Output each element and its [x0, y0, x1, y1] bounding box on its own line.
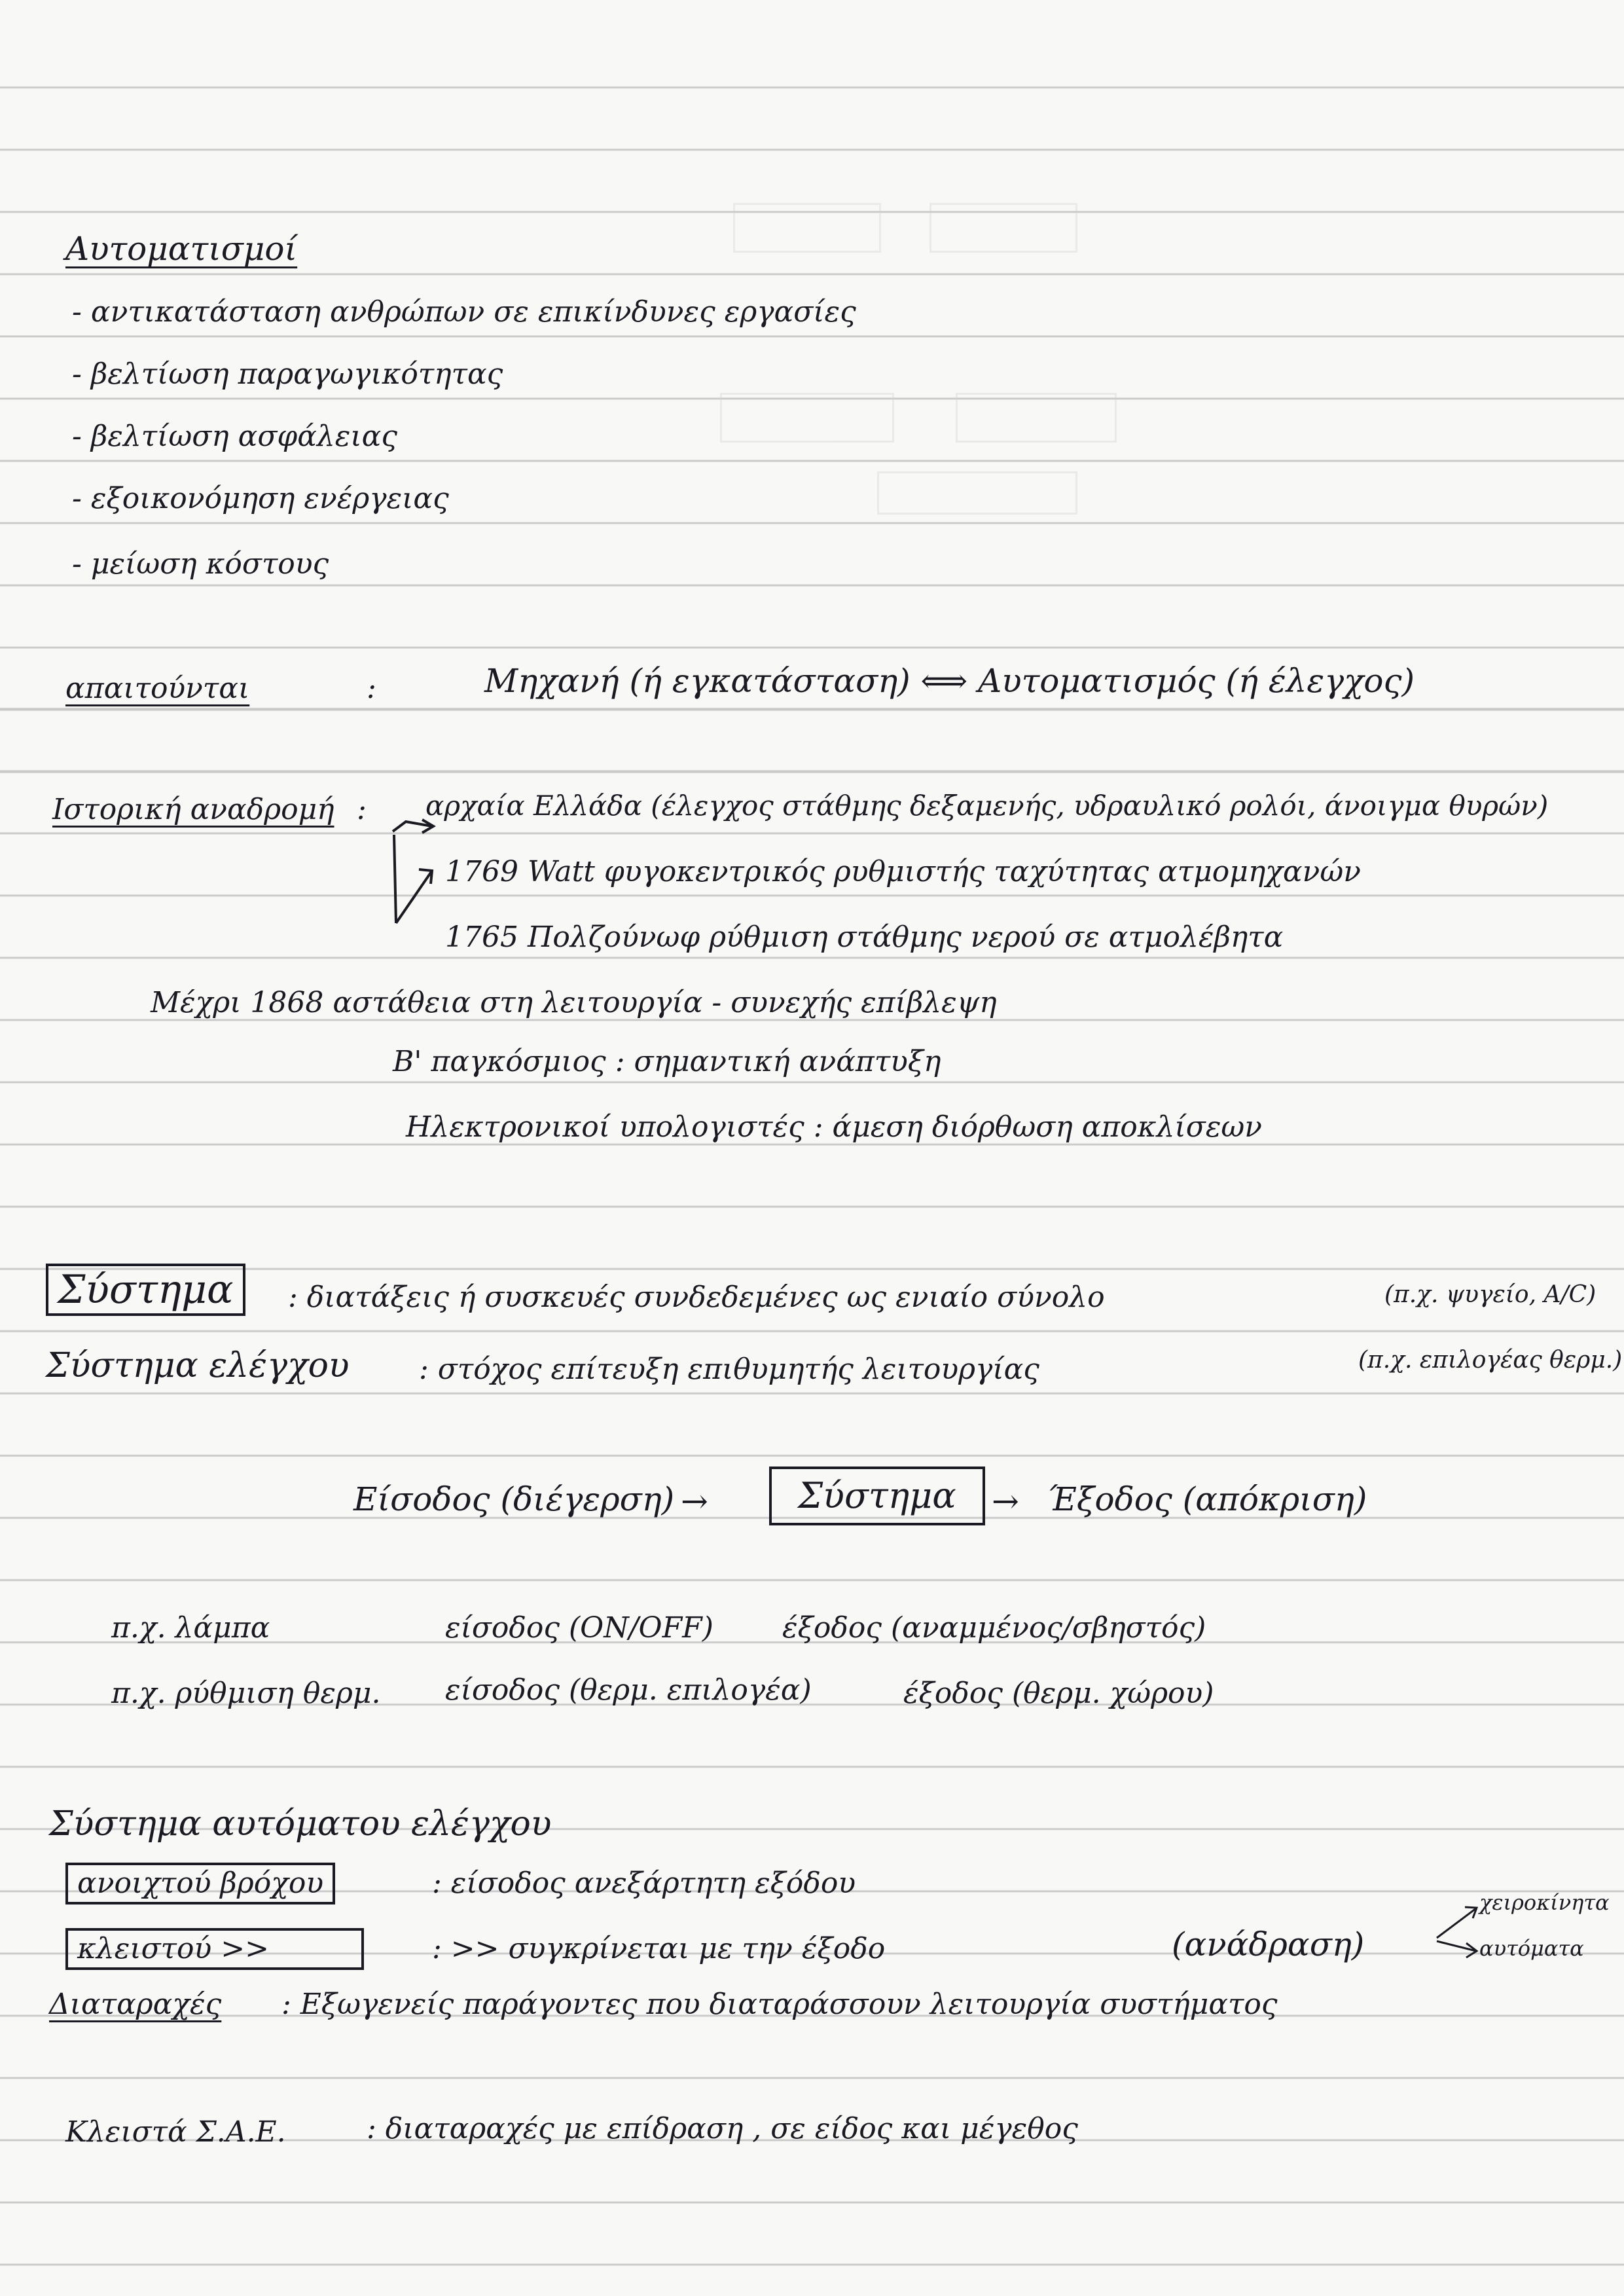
closed-loop-description: : >> συγκρίνεται με την έξοδο: [432, 1932, 886, 1965]
requires-colon: :: [367, 672, 376, 705]
closed-sae-text: : διαταραχές με επίδραση , σε είδος και μέγεθος: [367, 2112, 1078, 2145]
example-input: είσοδος (ON/OFF): [445, 1611, 713, 1645]
diagram-input-arrow: →: [681, 1482, 708, 1520]
feedback-label: (ανάδραση): [1172, 1925, 1365, 1963]
disturbances-label: Διαταραχές: [49, 1988, 222, 2021]
system-term: Σύστημα: [46, 1264, 245, 1316]
open-loop-description: : είσοδος ανεξάρτητη εξόδου: [432, 1867, 856, 1900]
auto-control-title: Σύστημα αυτόματου ελέγχου: [49, 1804, 552, 1844]
diagram-input: Είσοδος (διέγερση): [353, 1480, 675, 1518]
example-input: είσοδος (θερμ. επιλογέα): [445, 1673, 812, 1707]
disturbances-text: : Εξωγενείς παράγοντες που διαταράσσουν λειτουργία συστήματος: [281, 1988, 1278, 2021]
history-label: Ιστορική αναδρομή: [52, 793, 334, 826]
automation-item: - μείωση κόστους: [72, 547, 329, 581]
automation-item: - αντικατάσταση ανθρώπων σε επικίνδυνες εργασίες: [72, 295, 856, 329]
control-system-example: (π.χ. επιλογέας θερμ.): [1358, 1347, 1623, 1374]
requires-text: Μηχανή (ή εγκατάσταση) ⟺ Αυτοματισμός (ή έλεγχος): [484, 662, 1415, 700]
manual-label: χειροκίνητα: [1479, 1890, 1610, 1915]
example-output: έξοδος (αναμμένος/σβηστός): [782, 1611, 1206, 1645]
diagram-system-box: Σύστημα: [769, 1467, 985, 1525]
automatic-label: αυτόματα: [1479, 1936, 1584, 1961]
diagram-output-arrow: →: [992, 1482, 1019, 1520]
history-line: Β' παγκόσμιος : σημαντική ανάπτυξη: [393, 1045, 941, 1078]
example-label: π.χ. ρύθμιση θερμ.: [111, 1677, 381, 1710]
closed-loop-term: κλειστού >>: [65, 1928, 364, 1970]
example-label: π.χ. λάμπα: [111, 1611, 270, 1645]
history-colon: :: [357, 793, 367, 826]
history-line: Ηλεκτρονικοί υπολογιστές : άμεση διόρθωση αποκλίσεων: [406, 1110, 1263, 1144]
history-line: 1765 Πολζούνωφ ρύθμιση στάθμης νερού σε ατμολέβητα: [445, 920, 1284, 954]
example-output: έξοδος (θερμ. χώρου): [903, 1677, 1214, 1710]
automation-item: - βελτίωση ασφάλειας: [72, 420, 398, 453]
closed-sae-label: Κλειστά Σ.Α.Ε.: [65, 2115, 286, 2149]
automation-item: - εξοικονόμηση ενέργειας: [72, 482, 449, 515]
automation-item: - βελτίωση παραγωγικότητας: [72, 357, 503, 391]
history-line: αρχαία Ελλάδα (έλεγχος στάθμης δεξαμενής, υδραυλικό ρολόι, άνοιγμα θυρών): [425, 790, 1549, 822]
automation-title: Αυτοματισμοί: [65, 230, 298, 268]
system-definition: : διατάξεις ή συσκευές συνδεδεμένες ως ενιαίο σύνολο: [288, 1281, 1105, 1314]
open-loop-term: ανοιχτού βρόχου: [65, 1863, 335, 1904]
history-line: 1769 Watt φυγοκεντρικός ρυθμιστής ταχύτητας ατμομηχανών: [445, 855, 1361, 888]
diagram-output: Έξοδος (απόκριση): [1047, 1480, 1367, 1518]
history-line: Μέχρι 1868 αστάθεια στη λειτουργία - συνεχής επίβλεψη: [151, 986, 997, 1019]
control-system-definition: : στόχος επίτευξη επιθυμητής λειτουργίας: [419, 1353, 1039, 1386]
system-example: (π.χ. ψυγείο, A/C): [1384, 1281, 1597, 1308]
control-system-term: Σύστημα ελέγχου: [46, 1346, 350, 1385]
requires-label: απαιτούνται: [65, 672, 250, 705]
